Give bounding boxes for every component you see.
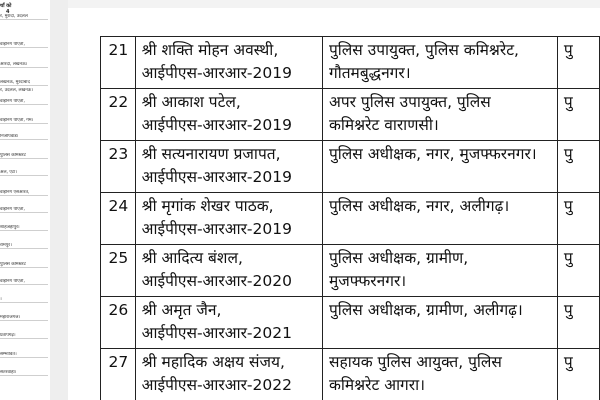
posting-cell <box>322 141 557 193</box>
thumbnail-row: अल, एटा। <box>0 170 48 176</box>
thumbnail-row: आरदा, लखनऊ। <box>0 62 48 68</box>
officer-name-cell <box>135 193 322 245</box>
thumbnail-row: वाईनिंग पीएती, गेम। <box>0 118 48 124</box>
serial-number-cell: 27 <box>101 349 136 400</box>
posting-line: सहायक पुलिस आयुक्त, पुलिस <box>328 353 502 371</box>
posting-line: कमिश्नरेट वाराणसी। <box>328 116 439 134</box>
officer-name-cell <box>135 89 322 141</box>
table-row <box>101 193 600 245</box>
thumbnail-header <box>0 0 50 15</box>
thumbnail-row: महाराजगंज। <box>0 315 48 321</box>
posting-cell <box>322 37 557 89</box>
posting-cell <box>322 297 557 349</box>
posting-cell <box>322 89 557 141</box>
thumbnail-row: लखनऊ, मुरदाबाद <box>0 80 48 86</box>
officer-cadre: आईपीएस-आरआर-2021 <box>141 324 292 342</box>
thumbnail-row: वाईनिंग एसआरत, <box>0 190 48 196</box>
posting-line: मुजफ्फरनगर। <box>328 272 407 290</box>
table-row <box>101 297 600 349</box>
officer-name: श्री मृगांक शेखर पाठक, <box>141 197 274 215</box>
thumbnail-row: पुलिस कमिश्नरेट <box>0 262 48 268</box>
thumbnail-row: र, उदलल, लखनऊ। <box>0 88 33 93</box>
thumbnail-row: सतरवाहा। <box>0 370 48 376</box>
thumbnail-row: रामपुर। <box>0 243 48 249</box>
table-row <box>101 89 600 141</box>
next-column-cell: पु <box>557 141 599 193</box>
next-column-cell: पु <box>557 297 599 349</box>
officer-cadre: आईपीएस-आरआर-2019 <box>141 168 292 186</box>
serial-number-cell: 21 <box>101 37 136 89</box>
posting-line: पुलिस उपायुक्त, पुलिस कमिश्नरेट, <box>328 41 519 59</box>
serial-number-cell: 22 <box>101 89 136 141</box>
next-column-cell: पु <box>557 349 599 400</box>
serial-number-cell: 25 <box>101 245 136 297</box>
posting-line: कमिश्नरेट आगरा। <box>328 376 426 394</box>
officer-name-cell <box>135 245 322 297</box>
officer-name: श्री महादिक अक्षय संजय, <box>141 353 285 371</box>
table-row <box>101 245 600 297</box>
posting-line: गौतमबुद्धनगर। <box>328 64 411 82</box>
officer-name: श्री शक्ति मोहन अवस्थी, <box>141 41 279 59</box>
thumbnail-header-number: 4 <box>6 9 10 15</box>
table-row <box>101 37 600 89</box>
thumbnail-row: प्रतापगढ़। <box>0 333 48 339</box>
thumbnail-row: सम्भावित। <box>0 352 48 358</box>
next-column-cell: पु <box>557 193 599 245</box>
serial-number-cell: 23 <box>101 141 136 193</box>
officer-name: श्री आदित्य बंशल, <box>141 249 243 267</box>
viewer-gutter <box>50 0 68 400</box>
thumbnail-row: वाईनिंग पीएती, <box>0 207 48 213</box>
table-row <box>101 349 600 400</box>
officer-cadre: आईपीएस-आरआर-2019 <box>141 220 292 238</box>
serial-number-cell: 26 <box>101 297 136 349</box>
thumbnail-header-text: र्थां को <box>0 3 12 9</box>
thumbnail-row: शाहजहापुर। <box>0 225 48 231</box>
page-thumbnail-sidebar[interactable] <box>0 0 51 400</box>
officer-cadre: आईपीएस-आरआर-2019 <box>141 116 292 134</box>
officer-cadre: आईपीएस-आरआर-2019 <box>141 64 292 82</box>
table-row <box>101 141 600 193</box>
officer-posting-table <box>100 36 600 400</box>
officer-name-cell <box>135 349 322 400</box>
next-column-cell: पु <box>557 89 599 141</box>
thumbnail-row: र, मुरादा, उदलल <box>0 14 48 20</box>
officer-name-cell <box>135 141 322 193</box>
next-column-cell: पु <box>557 245 599 297</box>
posting-line: अपर पुलिस उपायुक्त, पुलिस <box>328 93 491 111</box>
serial-number-cell: 24 <box>101 193 136 245</box>
posting-line: पुलिस अधीक्षक, ग्रामीण, अलीगढ़। <box>328 301 523 319</box>
thumbnail-row: वाईनिंग पीएती, <box>0 279 48 285</box>
document-page[interactable] <box>68 8 600 400</box>
officer-name-cell <box>135 297 322 349</box>
thumbnail-row: । <box>0 297 48 303</box>
posting-line: पुलिस अधीक्षक, नगर, अलीगढ़। <box>328 197 510 215</box>
officer-name-cell <box>135 37 322 89</box>
officer-cadre: आईपीएस-आरआर-2022 <box>141 376 292 394</box>
posting-cell <box>322 193 557 245</box>
officer-cadre: आईपीएस-आरआर-2020 <box>141 272 292 290</box>
thumbnail-row: निर्जीपवाड। <box>0 134 48 140</box>
thumbnail-row: पुलिस कमिश्नरेट <box>0 153 48 159</box>
officer-name: श्री अमृत जैन, <box>141 301 222 319</box>
posting-line: पुलिस अधीक्षक, नगर, मुजफ्फरनगर। <box>328 145 537 163</box>
next-column-cell: पु <box>557 37 599 89</box>
thumbnail-row: वाईनिंग पीएती, <box>0 99 48 105</box>
officer-name: श्री सत्यनारायण प्रजापत, <box>141 145 281 163</box>
posting-cell <box>322 349 557 400</box>
officer-name: श्री आकाश पटेल, <box>141 93 241 111</box>
posting-line: पुलिस अधीक्षक, ग्रामीण, <box>328 249 469 267</box>
posting-cell <box>322 245 557 297</box>
thumbnail-row: वाईनिंग पीएती, <box>0 42 48 48</box>
